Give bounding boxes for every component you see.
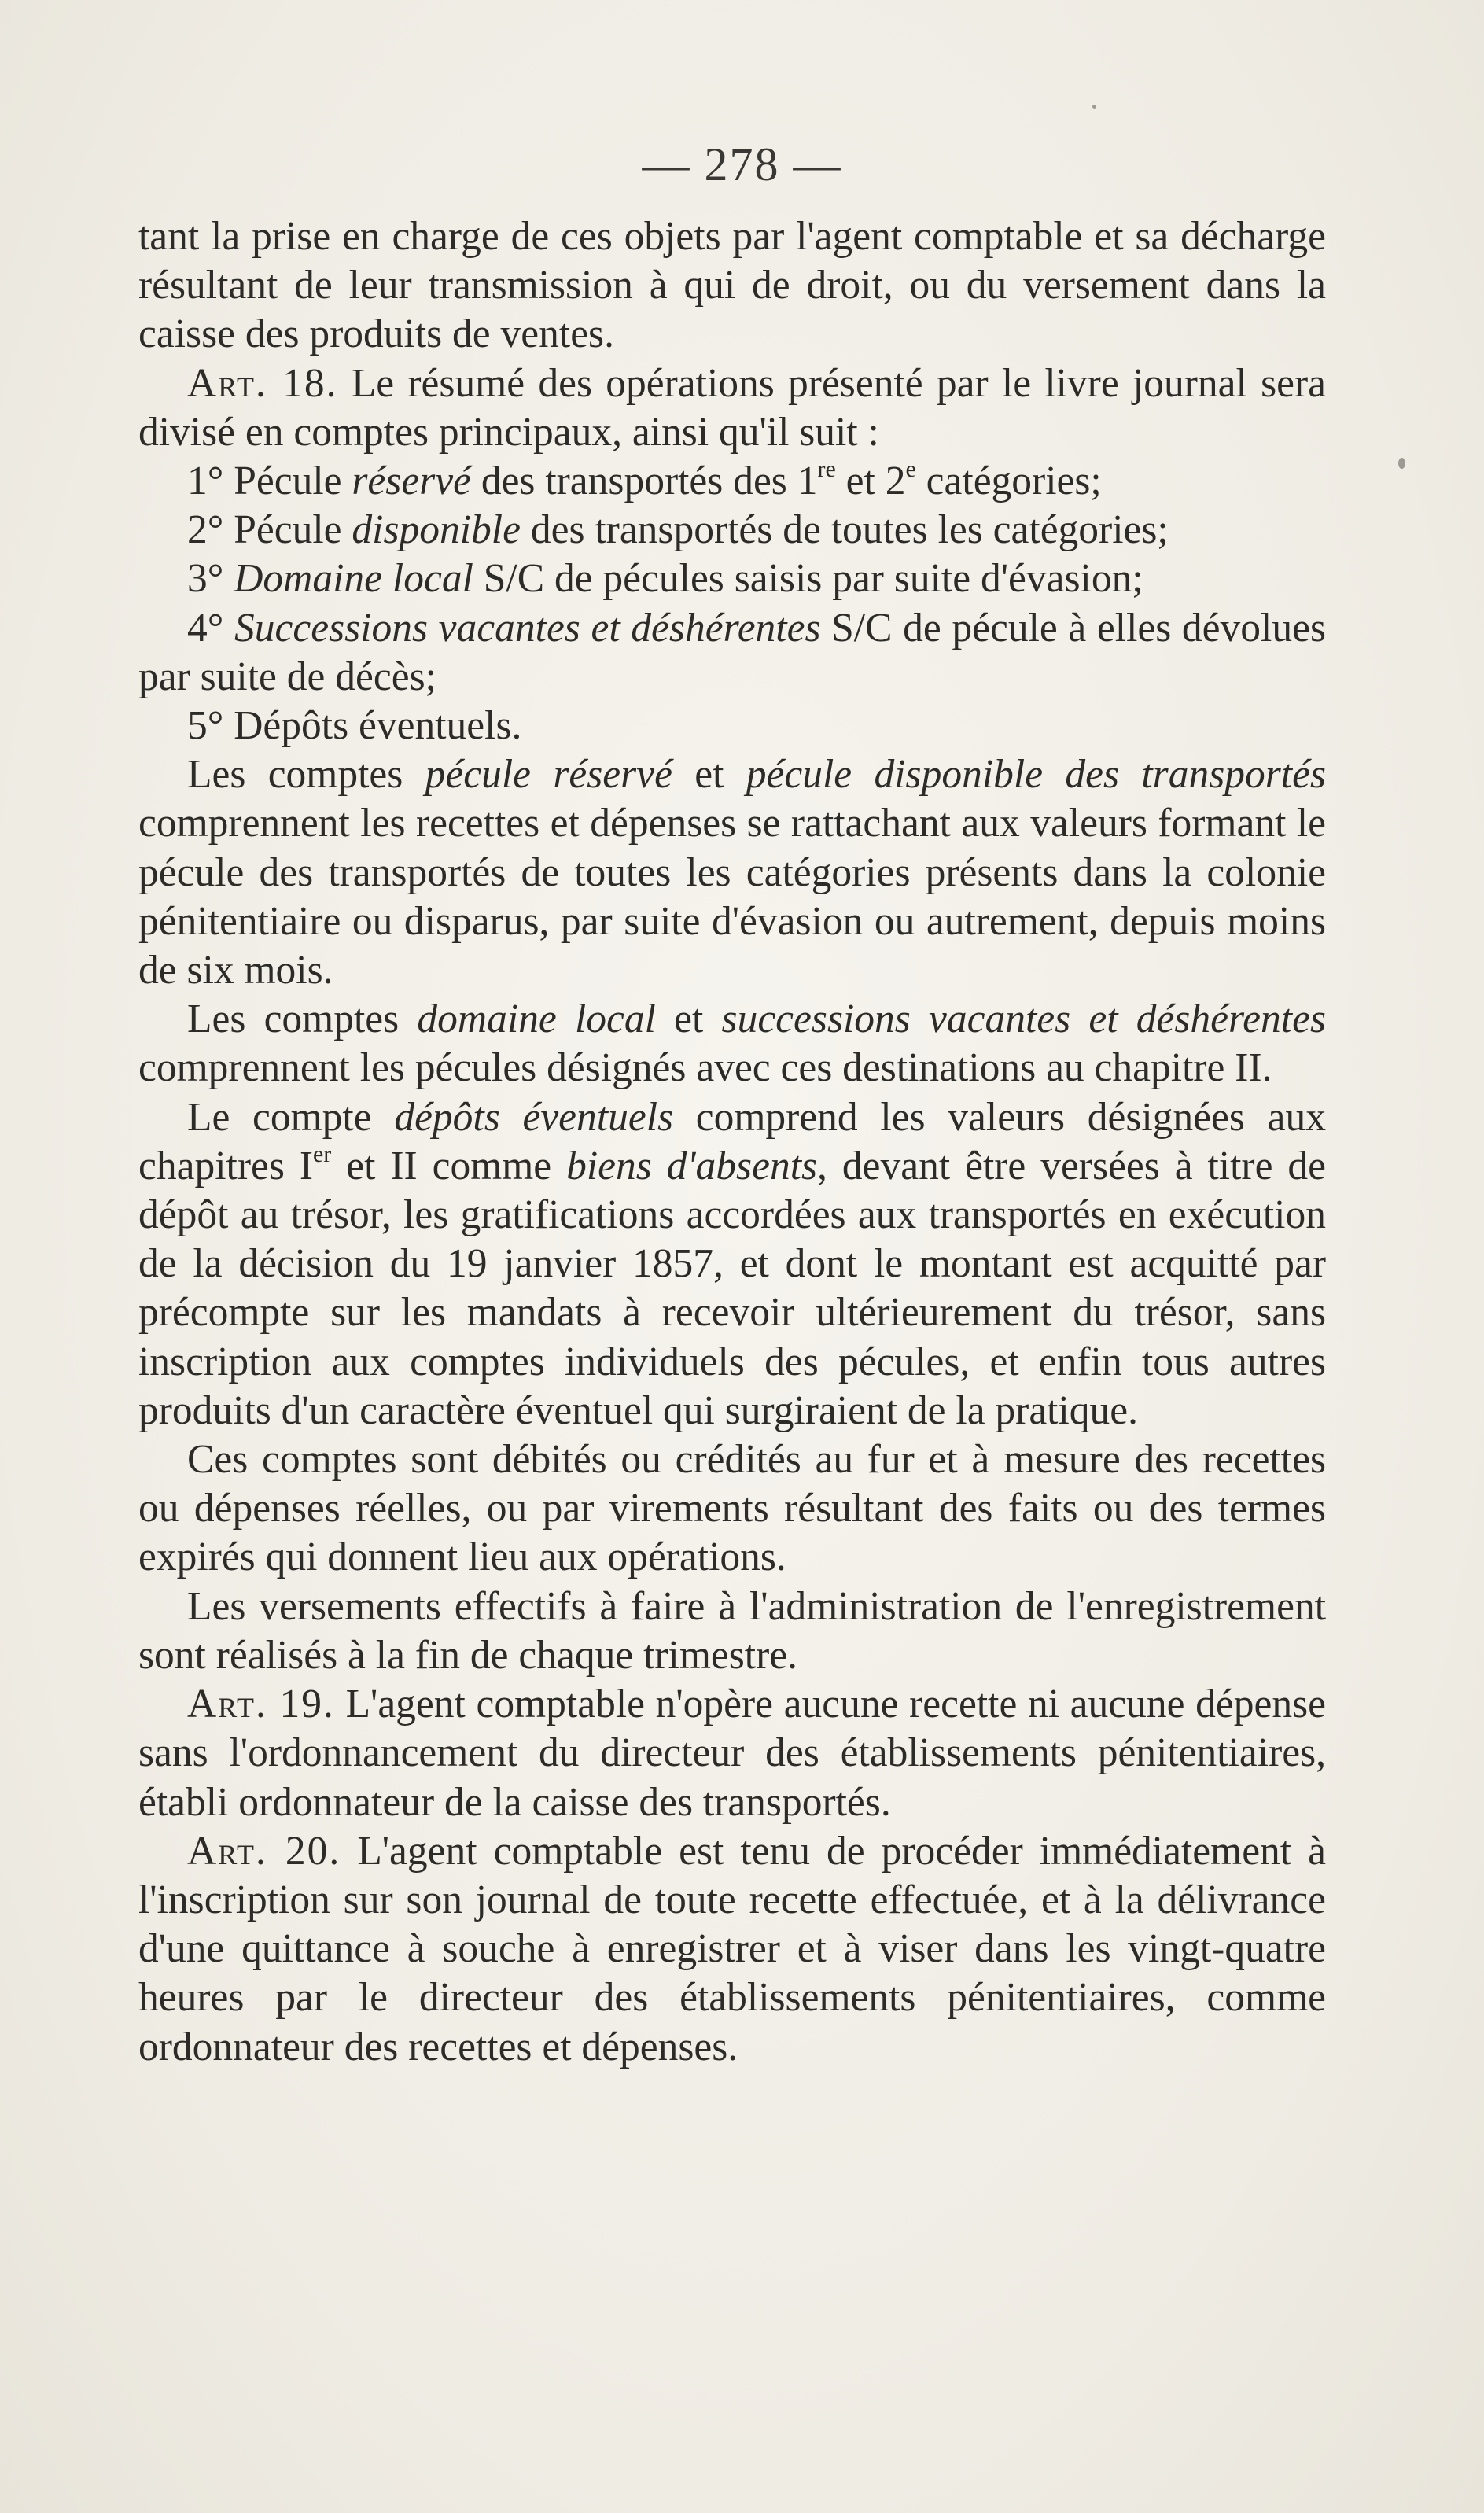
text: et — [655, 997, 722, 1042]
paper-blemish — [1092, 105, 1096, 109]
account-item-3 — [138, 555, 1326, 603]
italic-term: successions vacantes et déshérentes — [721, 997, 1326, 1042]
article-label: Art. 20. — [187, 1828, 341, 1874]
text: comprennent les recettes et dépenses se rattachant aux valeurs formant le pécule des transportés de toutes les catégories présents dans la colonie pénitentiaire ou disparus, par suite d'évasion ou autrement, depuis moins de six mois. — [138, 801, 1326, 993]
item-text: catégories; — [915, 459, 1102, 504]
paragraph-debits-credits: Ces comptes sont débités ou crédités au fur et à mesure des recettes ou dépenses réelles, ou par virements résultant des faits ou des termes expirés qui donnent lieu aux opérations. — [138, 1437, 1326, 1580]
item-number: 2° — [187, 507, 224, 553]
italic-term: dépôts éventuels — [394, 1094, 674, 1140]
text: Les comptes — [187, 752, 425, 798]
italic-term: domaine local — [417, 997, 656, 1042]
italic-term: pécule disponible des transportés — [746, 752, 1327, 798]
page-number: — 278 — — [642, 138, 842, 190]
item-text: S/C de pécules saisis par suite d'évasion; — [473, 556, 1143, 602]
text: et — [672, 752, 746, 798]
paragraph-depots-eventuels — [138, 1093, 1326, 1435]
item-text: S/C de pécule à elles dévolues par suite de décès; — [138, 605, 1326, 699]
item-number: 3° — [187, 556, 224, 602]
paragraph-domaine-successions — [138, 995, 1326, 1093]
text: Le compte — [187, 1094, 395, 1140]
article-text: L'agent comptable n'opère aucune recette ni aucune dépense sans l'ordonnancement du directeur des établissements pénitentiaires, établi ordonnateur de la caisse des transportés. — [138, 1682, 1326, 1825]
article-text: Le résumé des opérations présenté par le livre journal sera divisé en comptes principaux, ainsi qu'il suit : — [138, 360, 1326, 455]
item-italic: réservé — [352, 459, 471, 504]
article-label: Art. 18. — [187, 360, 338, 406]
text: , devant être versées à titre de dépôt au trésor, les gratifications accordées aux transportés en exécution de la décision du 19 janvier 1857, et dont le montant est acquitté par précompte sur les mandats à recevoir ultérieurement du trésor, sans inscription aux comptes individuels des pécules, et enfin tous autres produits d'un caractère éventuel qui surgiraient de la pratique. — [138, 1143, 1326, 1433]
body-text — [138, 212, 1326, 2072]
superscript: er — [312, 1140, 332, 1167]
article-text: L'agent comptable est tenu de procéder immédiatement à l'inscription sur son journal de toute recette effectuée, et à la délivrance d'une quittance à souche à enregistrer et à viser dans les vingt-quatre heures par le directeur des établissements pénitentiaires, comme ordonnateur des recettes et dépenses. — [138, 1828, 1326, 2069]
item-number: 5° — [187, 703, 224, 749]
account-item-5 — [138, 702, 1326, 750]
paper-blemish — [1398, 458, 1405, 469]
article-18 — [138, 359, 1326, 457]
italic-term: pécule réservé — [425, 752, 672, 798]
item-text: des transportés des 1 — [470, 459, 818, 504]
item-number: 4° — [187, 605, 224, 650]
item-text: des transportés de toutes les catégories; — [520, 507, 1169, 553]
article-19 — [138, 1680, 1326, 1827]
item-italic: Successions vacantes et déshérentes — [234, 605, 821, 650]
account-item-1 — [138, 457, 1326, 506]
item-number: 1° — [187, 459, 224, 504]
superscript: e — [905, 456, 916, 483]
paragraph-reserve-disponible — [138, 750, 1326, 995]
continuation-paragraph: tant la prise en charge de ces objets par l'agent comptable et sa décharge résultant de leur transmission à qui de droit, ou du versement dans la caisse des produits de ventes. — [138, 214, 1326, 357]
text: Les comptes — [187, 997, 418, 1042]
italic-term: biens d'absents — [566, 1143, 818, 1188]
superscript: re — [817, 456, 836, 483]
text: et II comme — [331, 1143, 567, 1188]
item-italic: Domaine local — [234, 556, 473, 602]
text: comprend les valeurs désignées aux chapitres I — [138, 1094, 1326, 1188]
item-text: Pécule — [234, 459, 352, 504]
item-italic: disponible — [352, 507, 521, 553]
account-item-2 — [138, 506, 1326, 555]
text: comprennent les pécules désignés avec ces destinations au chapitre II. — [138, 1045, 1272, 1091]
item-text: et 2 — [835, 459, 906, 504]
article-20 — [138, 1827, 1326, 2072]
account-item-4 — [138, 604, 1326, 702]
article-label: Art. 19. — [187, 1682, 335, 1727]
item-text: Dépôts éventuels. — [234, 703, 522, 749]
paragraph-versements: Les versements effectifs à faire à l'administration de l'enregistrement sont réalisés à la fin de chaque trimestre. — [138, 1583, 1326, 1678]
item-text: Pécule — [234, 507, 352, 553]
